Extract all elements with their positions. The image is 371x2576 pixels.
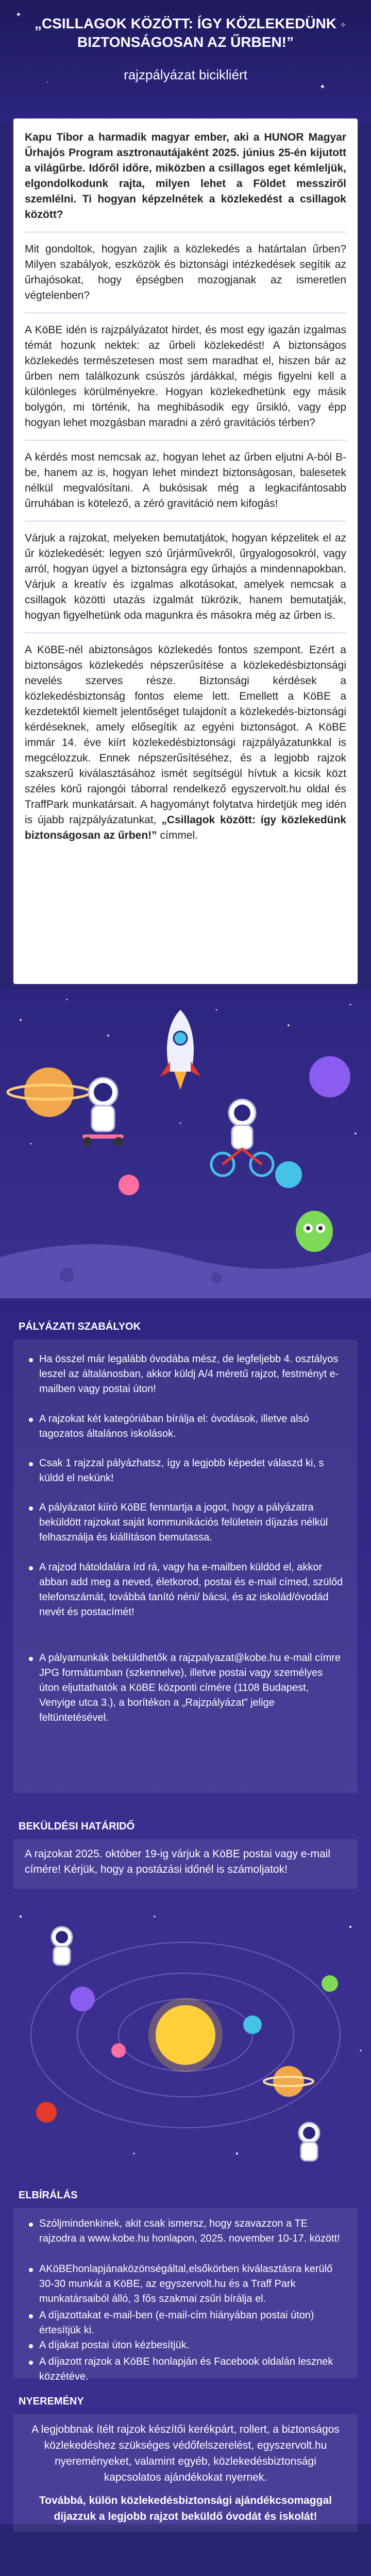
rule-item: A pályamunkák beküldhetők a rajzpalyazat@kobe.hu e-mail címre JPG formátumban (szkennelve), illetve postai vagy személyes úton eljuttathatók a KöBE központi címére (1108 Budapest, Venyige utca 3.), a borítékon a „Rajzpályázat” jelige feltüntetésével. <box>29 1651 343 1725</box>
intro-paragraph: Mit gondoltok, hogyan zajlik a közlekedés a határtalan űrben? Milyen szabályok, eszközök és biztonsági intézkedések segítik az űrhajósokat, hogy épségben mozogjanak az ismeretlen végtelenben? <box>25 243 346 301</box>
bullet-icon <box>29 2344 33 2348</box>
bullet-icon <box>29 2314 33 2318</box>
page-title: „CSILLAGOK KÖZÖTT: ÍGY KÖZLEKEDÜNK BIZTONSÁGOSAN AZ ŰRBEN!” <box>35 15 336 50</box>
prizes-text: A legjobbnak ítélt rajzok készítői kerékpárt, rollert, a biztonságos közlekedéshez szükséges védőfelszerelést, egyszervolt.hu nyereményeket, valamint egyéb, közlekedésbiztonsági kapcsolatos ajándékokat nyernek. <box>31 2424 340 2483</box>
rule-item: A rajzokat két kategóriában bírálja el: óvodások, illetve alsó tagozatos általános iskolások. <box>29 1412 343 1442</box>
rule-item: Csak 1 rajzzal pályázhatsz, így a legjobb képedet válaszd ki, s küldd el nekünk! <box>29 1456 343 1486</box>
alien-icon <box>296 1211 333 1252</box>
bullet-icon <box>29 1506 33 1511</box>
deadline-section <box>0 1814 371 1896</box>
bullet-icon <box>29 2223 33 2227</box>
planet-icon <box>309 1056 350 1097</box>
bullet-icon <box>29 2268 33 2272</box>
bullet-icon <box>29 1657 33 1661</box>
evaluation-title: ELBÍRÁLÁS <box>19 2190 78 2201</box>
intro-paragraph: A KöBE idén is rajzpályázatot hirdet, és most egy igazán izgalmas témát hozunk nektek: az űrbeli közlekedést! A biztonságos közlekedés természetesen most sem maradhat el, hiszen bár az űrben nem találkozunk csúszós járdákkal, mégis figyelni kell a különleges körülményekre. Hogyan közlekedhetünk egy másik bolygón, mi történik, ha meghibásodik egy űrsikló, vagy épp hogyan lehet mozgásban maradni a zéró gravitációs térben? <box>25 324 346 429</box>
planet-icon <box>273 2066 304 2097</box>
prizes-text-bold: Továbbá, külön közlekedésbiztonsági ajándékcsomaggal díjazzuk a legjobb rajzot beküldő óvodát és iskolát! <box>39 2495 332 2522</box>
bullet-icon <box>29 1418 33 1422</box>
intro-paragraph: A kérdés most nemcsak az, hogyan lehet az űrben eljutni A-ból B-be, hanem az is, hogyan lehet mindezt biztonságosan, balesetek nélkül megvalósítani. A bukósisak még a legkacifántosabb űrruhában is kötelező, a zéró gravitáció nem kifogás! <box>25 451 346 510</box>
rules-section <box>0 1298 371 1814</box>
bullet-icon <box>29 2361 33 2365</box>
page-subtitle: rajzpályázat bicikliért <box>124 67 247 82</box>
star-icon: ✧ <box>340 21 346 29</box>
rules-box <box>13 1340 358 1793</box>
deadline-title: BEKÜLDÉSI HATÁRIDŐ <box>19 1821 135 1832</box>
prizes-box <box>13 2414 358 2532</box>
prizes-title: NYEREMÉNY <box>19 2396 84 2407</box>
rules-title: PÁLYÁZATI SZABÁLYOK <box>19 1321 141 1332</box>
intro-paragraph-final <box>25 642 346 843</box>
intro-p6-post: címmel. <box>160 829 198 841</box>
planet-icon <box>24 1067 74 1117</box>
planet-icon <box>111 2043 126 2058</box>
evaluation-box <box>13 2208 358 2382</box>
deadline-text: A rajzokat 2025. október 19-ig várjuk a KöBE postai vagy e-mail címére! Kérjük, hogy a postázási időnél is számoljatok! <box>13 1839 358 1889</box>
bullet-icon <box>29 1566 33 1570</box>
header <box>0 0 371 124</box>
star-icon: ✦ <box>319 82 326 91</box>
planet-icon <box>70 1987 95 2011</box>
evaluation-item: A díjazott rajzok a KöBE honlapján és Facebook oldalán lesznek közzétéve. <box>29 2354 343 2384</box>
planet-icon <box>243 2015 262 2034</box>
rule-item: A rajzod hátoldalára írd rá, vagy ha e-mailben küldöd el, akkor abban add meg a neved, életkorod, postai és e-mail címed, szülőd telefonszámát, továbbá tanító néni/ bácsi, és az iskolád/óvodád nevét és postacímét! <box>29 1560 343 1620</box>
star-icon: · <box>46 77 49 86</box>
space-illustration-1 <box>0 989 371 1298</box>
solar-system-illustration <box>0 1896 371 2174</box>
rule-item: A pályázatot kiíró KöBE fenntartja a jogot, hogy a pályázatra beküldött rajzokat saját kommunikációs felületein díjazás nélkül felhasználja és kiállításon bemutassa. <box>29 1500 343 1545</box>
planet-icon <box>275 1161 302 1188</box>
rule-item: Ha összel már legalább óvodába mész, de legfeljebb 4. osztályos leszel az általánosban, akkor küldj A/4 méretű rajzot, festményt e-mailben vagy postai úton! <box>29 1352 343 1397</box>
star-icon: ✦ <box>15 10 22 19</box>
evaluation-section <box>0 2174 371 2524</box>
evaluation-item: Szóljmindenkinek, akit csak ismersz, hogy szavazzon a TE rajzodra a www.kobe.hu honlapon, 2025. november 10-17. között! <box>29 2216 343 2246</box>
planet-icon <box>322 1975 338 1992</box>
evaluation-item: A díjazottakat e-mail-ben (e-mail-cím hiányában postai úton) értesítjük ki. <box>29 2308 343 2338</box>
planet-icon <box>119 1175 139 1195</box>
evaluation-item: AKöBEhonlapjánaközönségáltal,elsőkörben kiválasztásra kerülő 30-30 munkát a KöBE, az egyszervolt.hu és a Traff Park munkatársaiból álló, 3 fős szakmai zsűri bírálja el. <box>29 2262 343 2307</box>
bullet-icon <box>29 1462 33 1466</box>
planet-icon <box>36 2102 57 2123</box>
intro-p6-pre: A KöBE-nél abiztonságos közlekedés fontos szempont. Ezért a biztonságos közlekedés népszerűsítése a közlekedésbiztonsági nevelés szerves része. Biztonsági kérdések a közlekedésbiztonság fontos eleme lett. Emellett a KöBE a kezdetektől kiemelt jelentőséget tulajdonít a közlekedés-biztonsági kérdéseknek, amely elősegítik az egyéni biztonságot. A KöBE immár 14. éve kiírt közlekedésbiztonsági rajzpályázatunkkal is megcélozzuk. Ennek népszerűsítéséhez, és a legjobb rajzok szakszerű kiválasztásához ismét segítségül hívtuk a kicsik közt széles körű rajongói táborral rendelkező egyszervolt.hu oldal és TraffPark munkatársait. A hagyományt folytatva hirdetjük meg idén is újabb rajzpályázatunkat, <box>25 644 346 826</box>
intro-card <box>13 118 358 984</box>
intro-lead: Kapu Tibor a harmadik magyar ember, aki a HUNOR Magyar Űrhajós Program asztronautájaként 2025. június 25-én kijutott a világűrbe. Időről időre, miközben a csillagos eget kémleljük, elgondolkodunk rajta, milyen lehet a Földet messziről szemlélni. Ti hogyan képzelnétek a közlekedést a csillagok között? <box>25 131 346 221</box>
intro-paragraph: Várjuk a rajzokat, melyeken bemutatjátok, hogyan képzelitek el az űr közlekedését: legyen szó űrjárművekről, űrgyalogosokról, vagy arról, hogyan ügyel a biztonságra egy űrhajós a mindennapokban. Várjuk a kreatív és izgalmas alkotásokat, amelyek nemcsak a csillagok közötti utazás izgalmát tükrözik, hanem bemutatják, hogyan figyelhetünk oda magunkra és másokra még az űrben is. <box>25 532 346 621</box>
intro-p6-title: „Csillagok között: így közlekedünk biztonságosan az űrben!” <box>25 814 346 841</box>
bullet-icon <box>29 1358 33 1362</box>
evaluation-item: A díjakat postai úton kézbesítjük. <box>29 2338 343 2353</box>
